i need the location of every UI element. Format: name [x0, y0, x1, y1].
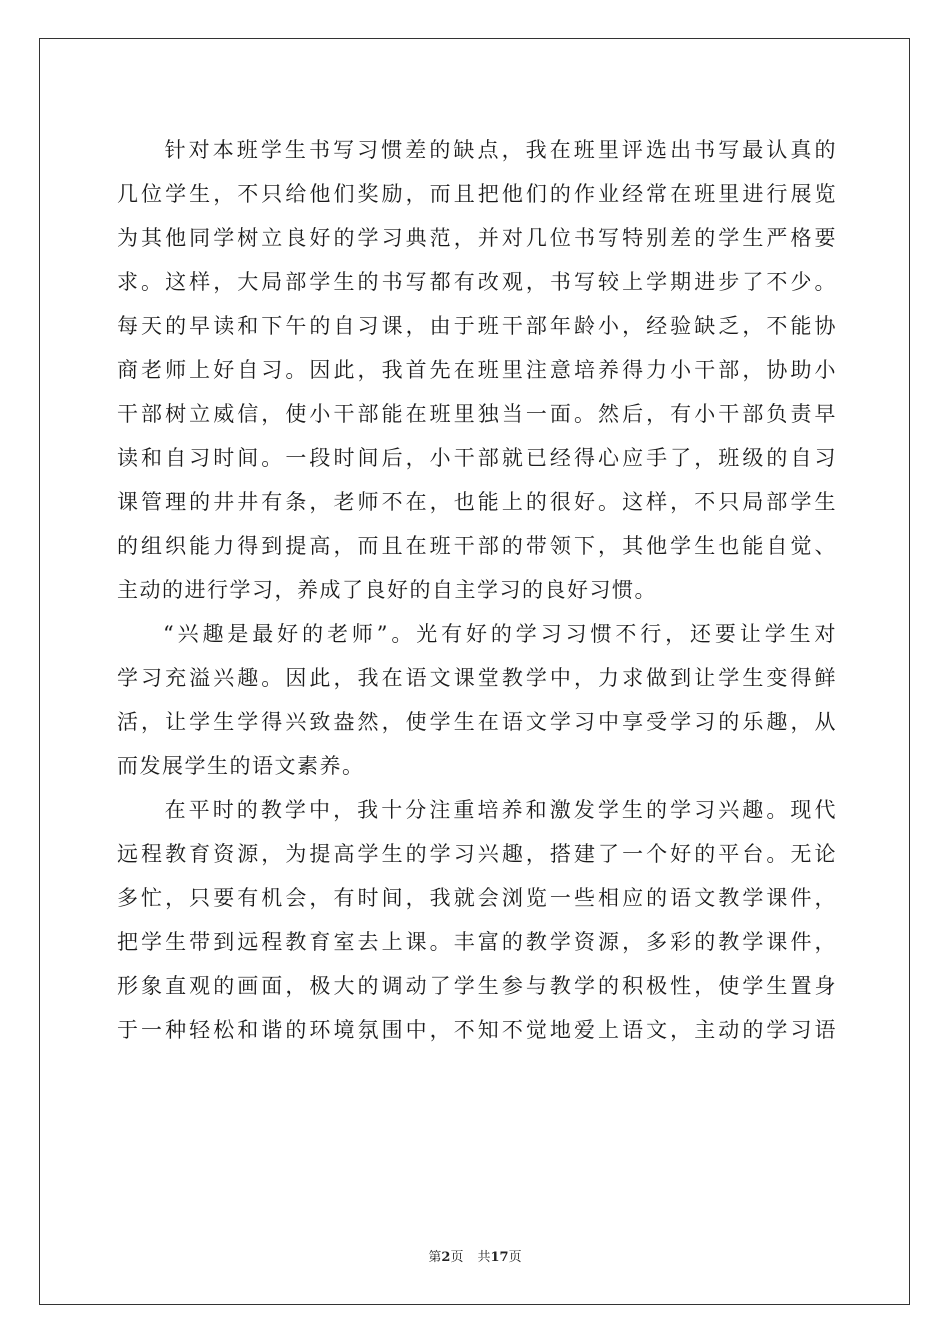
- document-body: [117, 128, 837, 1052]
- text-line: 学习充溢兴趣。因此，我在语文课堂教学中，力求做到让学生变得鲜: [117, 666, 837, 690]
- total-suffix: 页: [508, 1250, 522, 1265]
- text-line: 读和自习时间。一段时间后，小干部就已经得心应手了，班级的自习: [117, 446, 837, 470]
- page-prefix: 第: [428, 1250, 442, 1265]
- text-line: 针对本班学生书写习惯差的缺点，我在班里评选出书写最认真的: [163, 138, 837, 162]
- text-line: 在平时的教学中，我十分注重培养和激发学生的学习兴趣。现代: [163, 798, 837, 822]
- text-line: 形象直观的画面，极大的调动了学生参与教学的积极性，使学生置身: [117, 974, 837, 998]
- text-line: 商老师上好自习。因此，我首先在班里注意培养得力小干部，协助小: [117, 358, 837, 382]
- total-prefix: 共: [477, 1250, 491, 1265]
- current-page-number: 2: [441, 1250, 451, 1265]
- page-suffix: 页: [450, 1250, 464, 1265]
- text-line: “兴趣是最好的老师”。光有好的学习习惯不行，还要让学生对: [163, 622, 837, 646]
- text-line: 求。这样，大局部学生的书写都有改观，书写较上学期进步了不少。: [117, 270, 837, 294]
- text-line: 的组织能力得到提高，而且在班干部的带领下，其他学生也能自觉、: [117, 534, 837, 558]
- text-line: 活，让学生学得兴致盎然，使学生在语文学习中享受学习的乐趣，从: [117, 710, 837, 734]
- text-line: 为其他同学树立良好的学习典范，并对几位书写特别差的学生严格要: [117, 226, 837, 250]
- text-line: 每天的早读和下午的自习课，由于班干部年龄小，经验缺乏，不能协: [117, 314, 837, 338]
- text-line: 主动的进行学习，养成了良好的自主学习的良好习惯。: [117, 578, 657, 602]
- page-footer: [0, 1246, 950, 1265]
- text-line: 于一种轻松和谐的环境氛围中，不知不觉地爱上语文，主动的学习语: [117, 1018, 837, 1042]
- text-line: 几位学生，不只给他们奖励，而且把他们的作业经常在班里进行展览: [117, 182, 837, 206]
- text-line: 多忙，只要有机会，有时间，我就会浏览一些相应的语文教学课件，: [117, 886, 837, 910]
- text-line: 干部树立威信，使小干部能在班里独当一面。然后，有小干部负责早: [117, 402, 837, 426]
- text-line: 课管理的井井有条，老师不在，也能上的很好。这样，不只局部学生: [117, 490, 837, 514]
- text-line: 而发展学生的语文素养。: [117, 754, 365, 778]
- text-line: 远程教育资源，为提高学生的学习兴趣，搭建了一个好的平台。无论: [117, 842, 837, 866]
- text-line: 把学生带到远程教育室去上课。丰富的教学资源，多彩的教学课件，: [117, 930, 837, 954]
- total-page-count: 17: [490, 1250, 509, 1265]
